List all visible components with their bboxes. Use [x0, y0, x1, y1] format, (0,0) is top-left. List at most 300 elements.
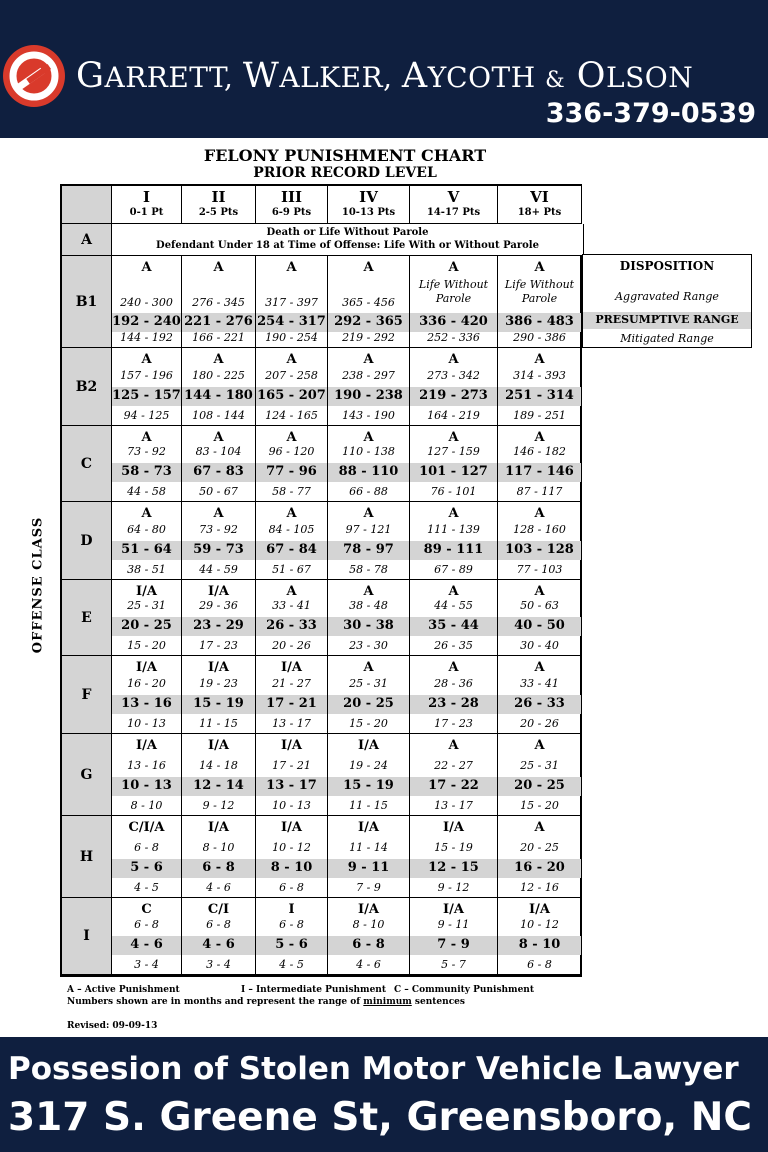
- disposition-presumptive: PRESUMPTIVE RANGE: [595, 313, 739, 326]
- punishment-type: A: [448, 352, 459, 367]
- aggravated-range: 28 - 36: [434, 677, 473, 690]
- sentence-cell: [256, 898, 328, 975]
- aggravated-range: 73 - 92: [127, 445, 166, 458]
- punishment-type: A: [213, 506, 224, 521]
- level-numeral: I: [142, 188, 151, 206]
- aggravated-range: 15 - 19: [434, 841, 473, 854]
- aggravated-range: 17 - 21: [272, 759, 311, 772]
- sentence-cell: [256, 256, 328, 348]
- mitigated-range: 11 - 15: [349, 799, 388, 812]
- aggravated-range: 6 - 8: [134, 918, 159, 931]
- sentence-cell: [182, 256, 256, 348]
- aggravated-range: 22 - 27: [434, 759, 473, 772]
- mitigated-range: 12 - 16: [520, 881, 559, 894]
- header-banner: [0, 0, 768, 138]
- aggravated-range: 110 - 138: [342, 445, 395, 458]
- sentence-cell: [112, 580, 182, 656]
- punishment-type: I/A: [208, 820, 229, 835]
- sentence-cell: [410, 898, 498, 975]
- sentence-cell: [112, 502, 182, 580]
- mitigated-range: 20 - 26: [272, 639, 311, 652]
- presumptive-range: 10 - 13: [121, 778, 172, 793]
- sentence-cell: [328, 656, 410, 734]
- life-without-parole: Life Without Parole: [418, 278, 489, 305]
- footer-practice-area: Possesion of Stolen Motor Vehicle Lawyer: [8, 1051, 739, 1087]
- punishment-type: A: [286, 352, 297, 367]
- presumptive-range: 219 - 273: [419, 388, 488, 403]
- sentence-cell: [410, 656, 498, 734]
- punishment-type: A: [534, 738, 545, 753]
- class-label: I: [62, 898, 112, 975]
- sentence-cell: [498, 426, 582, 502]
- sentence-cell: [112, 348, 182, 426]
- aggravated-range: 8 - 10: [202, 841, 235, 854]
- punishment-type: I/A: [358, 738, 379, 753]
- punishment-type: I/A: [208, 584, 229, 599]
- aggravated-range: 38 - 48: [349, 599, 388, 612]
- aggravated-range: 19 - 23: [199, 677, 238, 690]
- presumptive-range: 251 - 314: [505, 388, 574, 403]
- mitigated-range: 17 - 23: [434, 717, 473, 730]
- presumptive-range: 30 - 38: [343, 618, 394, 633]
- mitigated-range: 15 - 20: [349, 717, 388, 730]
- sentence-cell: [498, 256, 582, 348]
- aggravated-range: 157 - 196: [120, 369, 173, 382]
- mitigated-range: 51 - 67: [272, 563, 311, 576]
- aggravated-range: 50 - 63: [520, 599, 559, 612]
- sentence-cell: [256, 426, 328, 502]
- sentence-cell: [182, 656, 256, 734]
- aggravated-range: 14 - 18: [199, 759, 238, 772]
- mitigated-range: 66 - 88: [349, 485, 388, 498]
- footer-address[interactable]: 317 S. Greene St, Greensboro, NC: [8, 1095, 753, 1140]
- legend-community: C – Community Punishment: [394, 985, 535, 995]
- presumptive-range: 12 - 15: [428, 860, 479, 875]
- mitigated-range: 50 - 67: [199, 485, 238, 498]
- mitigated-range: 219 - 292: [342, 331, 395, 344]
- punishment-type: A: [534, 260, 545, 275]
- sentence-cell: [256, 348, 328, 426]
- aggravated-range: 19 - 24: [349, 759, 388, 772]
- aggravated-range: 10 - 12: [520, 918, 559, 931]
- aggravated-range: 240 - 300: [120, 296, 173, 309]
- level-numeral: V: [447, 188, 460, 206]
- aggravated-range: 238 - 297: [342, 369, 395, 382]
- disposition-title: DISPOSITION: [619, 259, 715, 273]
- revised-date: Revised: 09-09-13: [67, 1021, 158, 1031]
- class-label: C: [62, 426, 112, 502]
- presumptive-range: 15 - 19: [343, 778, 394, 793]
- presumptive-range: 23 - 28: [428, 696, 479, 711]
- presumptive-range: 6 - 8: [202, 860, 235, 875]
- presumptive-range: 4 - 6: [130, 937, 163, 952]
- sentence-cell: [328, 816, 410, 898]
- aggravated-range: 29 - 36: [199, 599, 238, 612]
- presumptive-range: 89 - 111: [423, 542, 484, 557]
- presumptive-range: 221 - 276: [184, 314, 253, 329]
- punishment-type: A: [141, 352, 152, 367]
- presumptive-range: 20 - 25: [514, 778, 565, 793]
- mitigated-range: 6 - 8: [527, 958, 552, 971]
- class-label: H: [62, 816, 112, 898]
- mitigated-range: 20 - 26: [520, 717, 559, 730]
- presumptive-range: 17 - 21: [266, 696, 317, 711]
- class-label: D: [62, 502, 112, 580]
- presumptive-range: 26 - 33: [266, 618, 317, 633]
- months-note: Numbers shown are in months and represent the range of minimum sentences: [67, 997, 465, 1007]
- level-points: 6-9 Pts: [271, 207, 312, 218]
- aggravated-range: 21 - 27: [272, 677, 311, 690]
- mitigated-range: 67 - 89: [434, 563, 473, 576]
- sentence-cell: [328, 348, 410, 426]
- mitigated-range: 164 - 219: [427, 409, 480, 422]
- sentence-cell: [328, 580, 410, 656]
- aggravated-range: 64 - 80: [127, 523, 166, 536]
- sentence-cell: [112, 734, 182, 816]
- mitigated-range: 3 - 4: [206, 958, 231, 971]
- presumptive-range: 144 - 180: [184, 388, 253, 403]
- presumptive-range: 5 - 6: [130, 860, 163, 875]
- aggravated-range: 273 - 342: [427, 369, 480, 382]
- punishment-type: A: [141, 260, 152, 275]
- mitigated-range: 38 - 51: [127, 563, 166, 576]
- sentence-cell: [112, 898, 182, 975]
- punishment-type: I/A: [281, 660, 302, 675]
- sentence-cell: [182, 502, 256, 580]
- class-a-line-1: Death or Life Without Parole: [266, 227, 429, 238]
- aggravated-range: 16 - 20: [127, 677, 166, 690]
- aggravated-range: 25 - 31: [349, 677, 388, 690]
- presumptive-range: 165 - 207: [257, 388, 326, 403]
- firm-logo-icon: [2, 44, 66, 108]
- grid-corner: [62, 186, 112, 224]
- legend-active: A – Active Punishment: [67, 985, 180, 995]
- mitigated-range: 9 - 12: [202, 799, 235, 812]
- punishment-type: A: [286, 430, 297, 445]
- prior-record-level-I: [112, 186, 182, 224]
- mitigated-range: 44 - 59: [199, 563, 238, 576]
- sentence-cell: [328, 502, 410, 580]
- class-label: F: [62, 656, 112, 734]
- aggravated-range: 33 - 41: [272, 599, 311, 612]
- punishment-type: A: [213, 352, 224, 367]
- aggravated-range: 6 - 8: [206, 918, 231, 931]
- prior-record-level-V: [410, 186, 498, 224]
- presumptive-range: 125 - 157: [112, 388, 181, 403]
- aggravated-range: 11 - 14: [349, 841, 388, 854]
- sentence-cell: [328, 898, 410, 975]
- mitigated-range: 290 - 386: [513, 331, 566, 344]
- mitigated-range: 76 - 101: [430, 485, 477, 498]
- footer-banner: [0, 1037, 768, 1152]
- aggravated-range: 317 - 397: [265, 296, 318, 309]
- presumptive-range: 13 - 16: [121, 696, 172, 711]
- presumptive-range: 20 - 25: [343, 696, 394, 711]
- class-label: E: [62, 580, 112, 656]
- punishment-type: A: [534, 820, 545, 835]
- sentence-cell: [498, 816, 582, 898]
- mitigated-range: 3 - 4: [134, 958, 159, 971]
- punishment-type: A: [213, 430, 224, 445]
- mitigated-range: 108 - 144: [192, 409, 245, 422]
- punishment-type: A: [363, 584, 374, 599]
- class-label: G: [62, 734, 112, 816]
- punishment-type: I/A: [136, 584, 157, 599]
- presumptive-range: 13 - 17: [266, 778, 317, 793]
- presumptive-range: 16 - 20: [514, 860, 565, 875]
- mitigated-range: 58 - 78: [349, 563, 388, 576]
- mitigated-range: 23 - 30: [349, 639, 388, 652]
- class-a-line-2: Defendant Under 18 at Time of Offense: Life With or Without Parole: [156, 240, 539, 251]
- aggravated-range: 8 - 10: [352, 918, 385, 931]
- punishment-type: A: [363, 506, 374, 521]
- mitigated-range: 252 - 336: [427, 331, 480, 344]
- legend-intermediate: I – Intermediate Punishment: [241, 985, 386, 995]
- phone-number[interactable]: 336-379-0539: [545, 98, 756, 129]
- mitigated-range: 15 - 20: [520, 799, 559, 812]
- aggravated-range: 44 - 55: [434, 599, 473, 612]
- mitigated-range: 6 - 8: [279, 881, 304, 894]
- presumptive-range: 17 - 22: [428, 778, 479, 793]
- presumptive-range: 8 - 10: [518, 937, 561, 952]
- punishment-type: I/A: [443, 902, 464, 917]
- presumptive-range: 40 - 50: [514, 618, 565, 633]
- punishment-type: I/A: [281, 738, 302, 753]
- punishment-type: A: [363, 430, 374, 445]
- sentence-cell: [498, 502, 582, 580]
- sentence-cell: [256, 502, 328, 580]
- aggravated-range: 127 - 159: [427, 445, 480, 458]
- mitigated-range: 166 - 221: [192, 331, 245, 344]
- presumptive-range: 4 - 6: [202, 937, 235, 952]
- presumptive-range: 254 - 317: [257, 314, 326, 329]
- mitigated-range: 4 - 5: [279, 958, 304, 971]
- presumptive-range: 59 - 73: [193, 542, 244, 557]
- punishment-type: A: [448, 430, 459, 445]
- mitigated-range: 4 - 6: [356, 958, 381, 971]
- mitigated-range: 124 - 165: [265, 409, 318, 422]
- mitigated-range: 11 - 15: [199, 717, 238, 730]
- punishment-type: A: [141, 430, 152, 445]
- punishment-type: A: [534, 660, 545, 675]
- presumptive-range: 7 - 9: [437, 937, 470, 952]
- mitigated-range: 87 - 117: [516, 485, 563, 498]
- sentence-cell: [410, 348, 498, 426]
- level-points: 2-5 Pts: [198, 207, 239, 218]
- disposition-legend: [582, 254, 752, 348]
- aggravated-range: 314 - 393: [513, 369, 566, 382]
- mitigated-range: 30 - 40: [520, 639, 559, 652]
- sentence-cell: [182, 348, 256, 426]
- punishment-type: A: [448, 506, 459, 521]
- mitigated-range: 13 - 17: [434, 799, 473, 812]
- aggravated-range: 276 - 345: [192, 296, 245, 309]
- felony-punishment-grid: [60, 184, 582, 977]
- aggravated-range: 6 - 8: [134, 841, 159, 854]
- punishment-type: A: [448, 738, 459, 753]
- sentence-cell: [256, 656, 328, 734]
- sentence-cell: [112, 656, 182, 734]
- mitigated-range: 77 - 103: [516, 563, 563, 576]
- presumptive-range: 386 - 483: [505, 314, 574, 329]
- presumptive-range: 6 - 8: [352, 937, 385, 952]
- sentence-cell: [410, 816, 498, 898]
- sentence-cell: [182, 426, 256, 502]
- mitigated-range: 10 - 13: [127, 717, 166, 730]
- presumptive-range: 103 - 128: [505, 542, 574, 557]
- punishment-type: I/A: [208, 738, 229, 753]
- class-label: B1: [62, 256, 112, 348]
- aggravated-range: 20 - 25: [520, 841, 559, 854]
- mitigated-range: 44 - 58: [127, 485, 166, 498]
- aggravated-range: 128 - 160: [513, 523, 566, 536]
- aggravated-range: 365 - 456: [342, 296, 395, 309]
- presumptive-range: 15 - 19: [193, 696, 244, 711]
- aggravated-range: 25 - 31: [520, 759, 559, 772]
- presumptive-range: 9 - 11: [347, 860, 390, 875]
- sentence-cell: [410, 734, 498, 816]
- chart-title: FELONY PUNISHMENT CHART: [203, 146, 487, 165]
- presumptive-range: 67 - 84: [266, 542, 317, 557]
- presumptive-range: 20 - 25: [121, 618, 172, 633]
- sentence-cell: [410, 502, 498, 580]
- mitigated-range: 26 - 35: [434, 639, 473, 652]
- sentence-cell: [112, 256, 182, 348]
- prior-record-level-III: [256, 186, 328, 224]
- sentence-cell: [256, 580, 328, 656]
- level-points: 18+ Pts: [517, 207, 562, 218]
- mitigated-range: 143 - 190: [342, 409, 395, 422]
- punishment-type: C/I/A: [128, 820, 165, 835]
- punishment-type: A: [363, 260, 374, 275]
- aggravated-range: 6 - 8: [279, 918, 304, 931]
- prior-record-level-II: [182, 186, 256, 224]
- sentence-cell: [328, 426, 410, 502]
- aggravated-range: 10 - 12: [272, 841, 311, 854]
- mitigated-range: 8 - 10: [130, 799, 163, 812]
- presumptive-range: 35 - 44: [428, 618, 479, 633]
- presumptive-range: 101 - 127: [419, 464, 488, 479]
- presumptive-range: 67 - 83: [193, 464, 244, 479]
- sentence-cell: [182, 816, 256, 898]
- mitigated-range: 5 - 7: [441, 958, 466, 971]
- sentence-cell: [410, 256, 498, 348]
- sentence-cell: [256, 816, 328, 898]
- presumptive-range: 292 - 365: [334, 314, 403, 329]
- legend-line: [67, 985, 535, 995]
- punishment-type: C: [141, 902, 152, 917]
- punishment-type: I/A: [358, 820, 379, 835]
- class-label: B2: [62, 348, 112, 426]
- sentence-cell: [328, 734, 410, 816]
- mitigated-range: 190 - 254: [265, 331, 318, 344]
- level-points: 0-1 Pt: [129, 207, 164, 218]
- presumptive-range: 190 - 238: [334, 388, 403, 403]
- level-numeral: VI: [530, 188, 549, 206]
- punishment-type: I/A: [443, 820, 464, 835]
- mitigated-range: 9 - 12: [437, 881, 470, 894]
- aggravated-range: 9 - 11: [437, 918, 470, 931]
- punishment-type: I/A: [136, 738, 157, 753]
- presumptive-range: 26 - 33: [514, 696, 565, 711]
- punishment-type: A: [534, 352, 545, 367]
- aggravated-range: 33 - 41: [520, 677, 559, 690]
- punishment-type: A: [363, 352, 374, 367]
- presumptive-range: 78 - 97: [343, 542, 394, 557]
- aggravated-range: 111 - 139: [427, 523, 480, 536]
- sentence-cell: [328, 256, 410, 348]
- punishment-type: A: [448, 660, 459, 675]
- aggravated-range: 207 - 258: [265, 369, 318, 382]
- sentence-cell: [498, 580, 582, 656]
- level-numeral: II: [211, 188, 226, 206]
- sentence-cell: [182, 734, 256, 816]
- mitigated-range: 17 - 23: [199, 639, 238, 652]
- punishment-type: A: [534, 430, 545, 445]
- punishment-type: C/I: [207, 902, 230, 917]
- sentence-cell: [498, 656, 582, 734]
- aggravated-range: 180 - 225: [192, 369, 245, 382]
- aggravated-range: 73 - 92: [199, 523, 238, 536]
- presumptive-range: 77 - 96: [266, 464, 317, 479]
- punishment-type: A: [286, 584, 297, 599]
- presumptive-range: 336 - 420: [419, 314, 488, 329]
- punishment-type: I/A: [281, 820, 302, 835]
- punishment-type: I: [288, 902, 295, 917]
- prior-record-level-IV: [328, 186, 410, 224]
- sentence-cell: [498, 734, 582, 816]
- class-a-sentence: [112, 224, 584, 256]
- sentence-cell: [182, 898, 256, 975]
- level-points: 10-13 Pts: [341, 207, 396, 218]
- mitigated-range: 4 - 5: [134, 881, 159, 894]
- punishment-type: A: [141, 506, 152, 521]
- mitigated-range: 4 - 6: [206, 881, 231, 894]
- aggravated-range: 13 - 16: [127, 759, 166, 772]
- punishment-type: A: [448, 260, 459, 275]
- punishment-type: A: [213, 260, 224, 275]
- punishment-type: I/A: [358, 902, 379, 917]
- presumptive-range: 88 - 110: [338, 464, 399, 479]
- aggravated-range: 96 - 120: [268, 445, 315, 458]
- offense-class-label: OFFENSE CLASS: [30, 516, 46, 654]
- prior-record-level-VI: [498, 186, 582, 224]
- presumptive-range: 8 - 10: [270, 860, 313, 875]
- punishment-type: A: [534, 584, 545, 599]
- punishment-type: A: [448, 584, 459, 599]
- class-label: A: [62, 224, 112, 256]
- punishment-type: I/A: [529, 902, 550, 917]
- presumptive-range: 51 - 64: [121, 542, 172, 557]
- presumptive-range: 23 - 29: [193, 618, 244, 633]
- aggravated-range: 97 - 121: [345, 523, 392, 536]
- disposition-aggravated: Aggravated Range: [615, 290, 719, 303]
- level-numeral: IV: [359, 188, 378, 206]
- punishment-type: I/A: [208, 660, 229, 675]
- mitigated-range: 10 - 13: [272, 799, 311, 812]
- mitigated-range: 13 - 17: [272, 717, 311, 730]
- sentence-cell: [498, 898, 582, 975]
- mitigated-range: 7 - 9: [356, 881, 381, 894]
- presumptive-range: 117 - 146: [505, 464, 574, 479]
- presumptive-range: 12 - 14: [193, 778, 244, 793]
- chart-subtitle: PRIOR RECORD LEVEL: [253, 165, 437, 181]
- punishment-type: A: [286, 506, 297, 521]
- aggravated-range: 83 - 104: [195, 445, 242, 458]
- firm-name: GARRETT, WALKER, AYCOTH & OLSON: [76, 56, 694, 96]
- punishment-type: I/A: [136, 660, 157, 675]
- aggravated-range: 146 - 182: [513, 445, 566, 458]
